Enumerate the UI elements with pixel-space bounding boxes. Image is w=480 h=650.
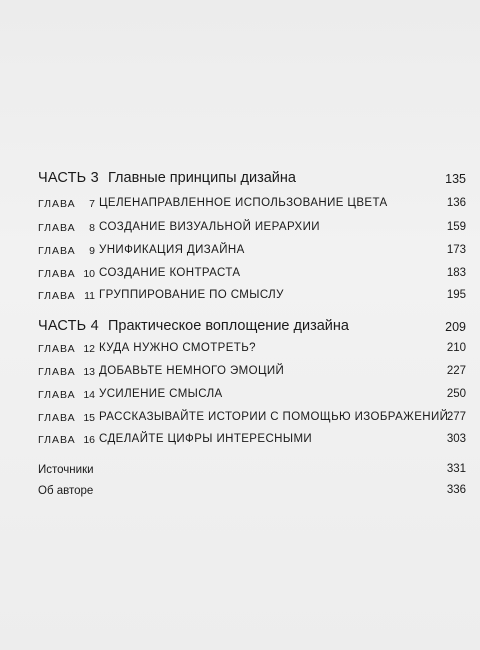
page-number: 277: [446, 411, 466, 423]
chapter-title: УСИЛЕНИЕ СМЫСЛА: [99, 388, 223, 400]
chapter-number: 13: [83, 366, 95, 378]
back-matter-title: Источники: [38, 464, 94, 476]
part-title: Главные принципы дизайна: [108, 170, 296, 186]
toc-entry-about-author: [0, 483, 480, 503]
chapter-title: УНИФИКАЦИЯ ДИЗАЙНА: [99, 244, 245, 256]
page-number: 173: [446, 244, 466, 256]
chapter-number: 16: [83, 434, 95, 446]
part-label: ЧАСТЬ 4: [38, 318, 99, 334]
chapter-number: 12: [83, 343, 95, 355]
chapter-label: ГЛАВА: [38, 343, 76, 355]
chapter-number: 10: [83, 268, 95, 280]
page-number: 303: [446, 433, 466, 445]
page-number: 336: [446, 484, 466, 496]
toc-entry-sources: [0, 462, 480, 482]
chapter-label: ГЛАВА: [38, 222, 76, 234]
toc-entry-chapter-16: [0, 432, 480, 452]
page-number: 195: [446, 289, 466, 301]
page-number: 227: [446, 365, 466, 377]
page-number: 159: [446, 221, 466, 233]
page-number: 209: [445, 320, 466, 334]
toc-entry-chapter-13: [0, 364, 480, 384]
page-number: 183: [446, 267, 466, 279]
page-number: 136: [446, 197, 466, 209]
chapter-label: ГЛАВА: [38, 245, 76, 257]
toc-entry-chapter-9: [0, 243, 480, 263]
chapter-label: ГЛАВА: [38, 366, 76, 378]
page-number: 250: [446, 388, 466, 400]
chapter-label: ГЛАВА: [38, 290, 76, 302]
toc-entry-chapter-12: [0, 341, 480, 361]
part-title: Практическое воплощение дизайна: [108, 318, 349, 334]
chapter-number: 8: [89, 222, 95, 234]
toc-entry-chapter-15: [0, 410, 480, 430]
chapter-title: КУДА НУЖНО СМОТРЕТЬ?: [99, 342, 256, 354]
page-number: 210: [446, 342, 466, 354]
chapter-label: ГЛАВА: [38, 198, 76, 210]
chapter-number: 14: [83, 389, 95, 401]
chapter-number: 11: [84, 290, 95, 302]
page-number: 135: [445, 172, 466, 186]
part-label: ЧАСТЬ 3: [38, 170, 99, 186]
chapter-title: СОЗДАНИЕ КОНТРАСТА: [99, 267, 241, 279]
chapter-label: ГЛАВА: [38, 412, 76, 424]
chapter-title: СОЗДАНИЕ ВИЗУАЛЬНОЙ ИЕРАРХИИ: [99, 221, 320, 233]
chapter-number: 15: [83, 412, 95, 424]
chapter-number: 7: [89, 198, 95, 210]
toc-entry-chapter-8: [0, 220, 480, 240]
chapter-title: ГРУППИРОВАНИЕ ПО СМЫСЛУ: [99, 289, 284, 301]
toc-entry-chapter-10: [0, 266, 480, 286]
part-4-heading: [0, 318, 480, 338]
back-matter-title: Об авторе: [38, 485, 94, 497]
part-3-heading: [0, 170, 480, 190]
chapter-label: ГЛАВА: [38, 268, 76, 280]
chapter-title: СДЕЛАЙТЕ ЦИФРЫ ИНТЕРЕСНЫМИ: [99, 433, 313, 445]
chapter-title: РАССКАЗЫВАЙТЕ ИСТОРИИ С ПОМОЩЬЮ ИЗОБРАЖЕНИЙ: [99, 411, 449, 423]
chapter-label: ГЛАВА: [38, 434, 76, 446]
chapter-number: 9: [89, 245, 95, 257]
chapter-title: ДОБАВЬТЕ НЕМНОГО ЭМОЦИЙ: [99, 365, 285, 377]
chapter-title: ЦЕЛЕНАПРАВЛЕННОЕ ИСПОЛЬЗОВАНИЕ ЦВЕТА: [99, 197, 388, 209]
chapter-label: ГЛАВА: [38, 389, 76, 401]
toc-entry-chapter-11: [0, 288, 480, 308]
page-number: 331: [446, 463, 466, 475]
toc-entry-chapter-7: [0, 196, 480, 216]
toc-entry-chapter-14: [0, 387, 480, 407]
